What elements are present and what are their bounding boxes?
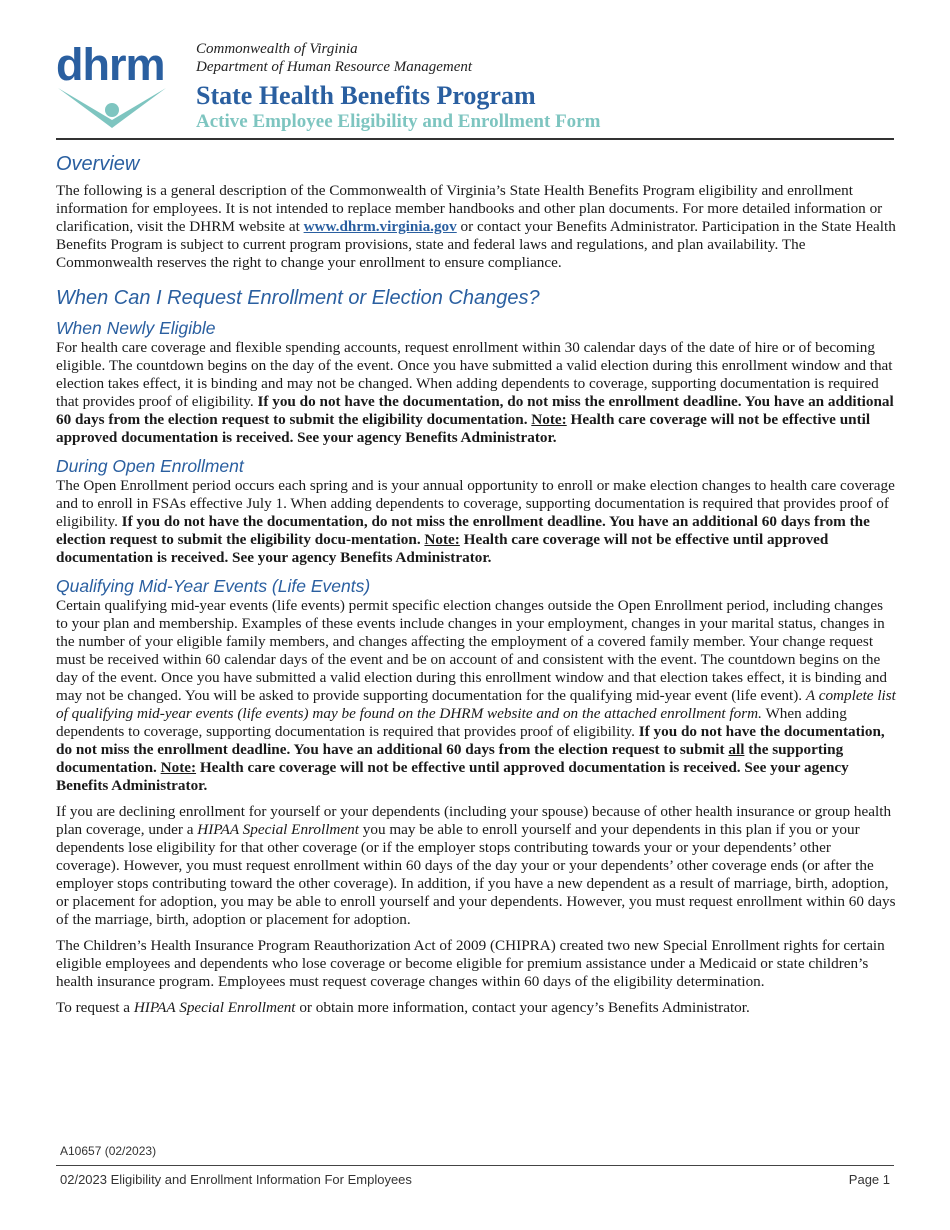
overview-paragraph: The following is a general description of the Commonwealth of Virginia’s State Health Benefits Program eligibility and enrollment information for employees. It is not intended to replace member handbooks and other plan documents. For more detailed information or clarification, visit the DHRM website at www.dhrm.virginia.gov or contact your Benefits Administrator. Participation in the State Health Benefits Program is subject to current program provisions, state and federal laws and regulations, and plan availability. The Commonwealth reserves the right to change your enrollment to ensure compliance. (56, 182, 896, 271)
chipra-paragraph: The Children’s Health Insurance Program Reauthorization Act of 2009 (CHIPRA) created two new Special Enrollment rights for certain eligible employees and dependents who lose coverage or become eligible for premium assistance under a Medicaid or state children’s health insurance program. Employees must request coverage changes within 60 days of the eligibility determination. (56, 937, 885, 990)
logo-wordmark: dhrm (56, 39, 165, 90)
header-line-commonwealth: Commonwealth of Virginia (196, 41, 358, 57)
open-enrollment-paragraph: The Open Enrollment period occurs each spring and is your annual opportunity to enroll or make election changes to health care coverage and to enroll in FSAs effective July 1. When adding dependents to coverage, supporting documentation is required that provides proof of eligibility. If you do not have the documentation, do not miss the enrollment deadline. You have an additional 60 days from the election request to submit the eligibility docu-mentation. Note: Health care coverage will not be effective until approved documentation is received. See your agency Benefits Administrator. (56, 477, 895, 566)
open-enrollment-heading: During Open Enrollment (56, 456, 244, 476)
person-figure-icon (56, 86, 168, 134)
header-line-department: Department of Human Resource Management (196, 59, 473, 75)
dhrm-logo (56, 39, 168, 134)
page-title: State Health Benefits Program (196, 81, 536, 110)
page-number: Page 1 (848, 1172, 890, 1187)
newly-eligible-paragraph: For health care coverage and flexible spending accounts, request enrollment within 30 calendar days of the date of hire or of becoming eligible. The countdown begins on the day of the event. Once you have submitted a valid election during this enrollment window and that election takes effect, it is binding and may not be changed. When adding dependents to coverage, supporting documentation is required that provides proof of eligibility. If you do not have the documentation, do not miss the enrollment deadline. You have an additional 60 days from the election request to submit the eligibility documentation. Note: Health care coverage will not be effective until approved documentation is received. See your agency Benefits Administrator. (56, 339, 894, 446)
overview-heading: Overview (56, 153, 140, 175)
document-body (56, 150, 896, 1017)
footer-document-title: 02/2023 Eligibility and Enrollment Information For Employees (60, 1172, 412, 1187)
document-header (196, 40, 896, 133)
qualifying-events-paragraph: Certain qualifying mid-year events (life events) permit specific election changes outside the Open Enrollment period, including changes to your plan and membership. Examples of these events include changes in your employment, changes in your marital status, changes in the number of your eligible family members, and changes affecting the employment of a covered family member. Your change request must be received within 60 calendar days of the event and be on account of and consistent with the event. The countdown begins on the day of the event. Once you have submitted a valid election during this enrollment window and that election takes effect, it is binding and may not be changed. You will be asked to provide supporting documentation for the qualifying mid-year event (life event). A complete list of qualifying mid-year events (life events) may be found on the DHRM website and on the attached enrollment form. When adding dependents to coverage, supporting documentation is required that provides proof of eligibility. If you do not have the documentation, do not miss the enrollment deadline. You have an additional 60 days from the election request to submit all the supporting documentation. Note: Health care coverage will not be effective until approved documentation is received. See your agency Benefits Administrator. (56, 597, 896, 794)
page-subtitle: Active Employee Eligibility and Enrollment Form (196, 111, 601, 132)
qualifying-events-heading: Qualifying Mid-Year Events (Life Events) (56, 576, 371, 596)
hipaa-paragraph: If you are declining enrollment for yourself or your dependents (including your spouse) because of other health insurance or group health plan coverage, under a HIPAA Special Enrollment you may be able to enroll yourself and your dependents in this plan if you or your dependents lose eligibility for that other coverage (or if the employer stops contributing towards your or your dependents’ other coverage). However, you must request enrollment within 60 days of the day your or your dependents’ other coverage ends (or after the employer stops contributing toward the other coverage). In addition, if you have a new dependent as a result of marriage, birth, adoption, or placement for adoption, you may be able to enroll yourself and your dependents. However, you must request enrollment within 60 days of the marriage, birth, adoption or placement for adoption. (56, 803, 896, 928)
request-paragraph: To request a HIPAA Special Enrollment or obtain more information, contact your agency’s Benefits Administrator. (56, 999, 750, 1016)
dhrm-website-link[interactable]: www.dhrm.virginia.gov (303, 218, 457, 235)
when-heading: When Can I Request Enrollment or Election Changes? (56, 287, 540, 309)
newly-eligible-heading: When Newly Eligible (56, 318, 216, 338)
header-divider (56, 138, 894, 140)
footer-divider (56, 1165, 894, 1166)
form-id: A10657 (02/2023) (60, 1144, 157, 1158)
